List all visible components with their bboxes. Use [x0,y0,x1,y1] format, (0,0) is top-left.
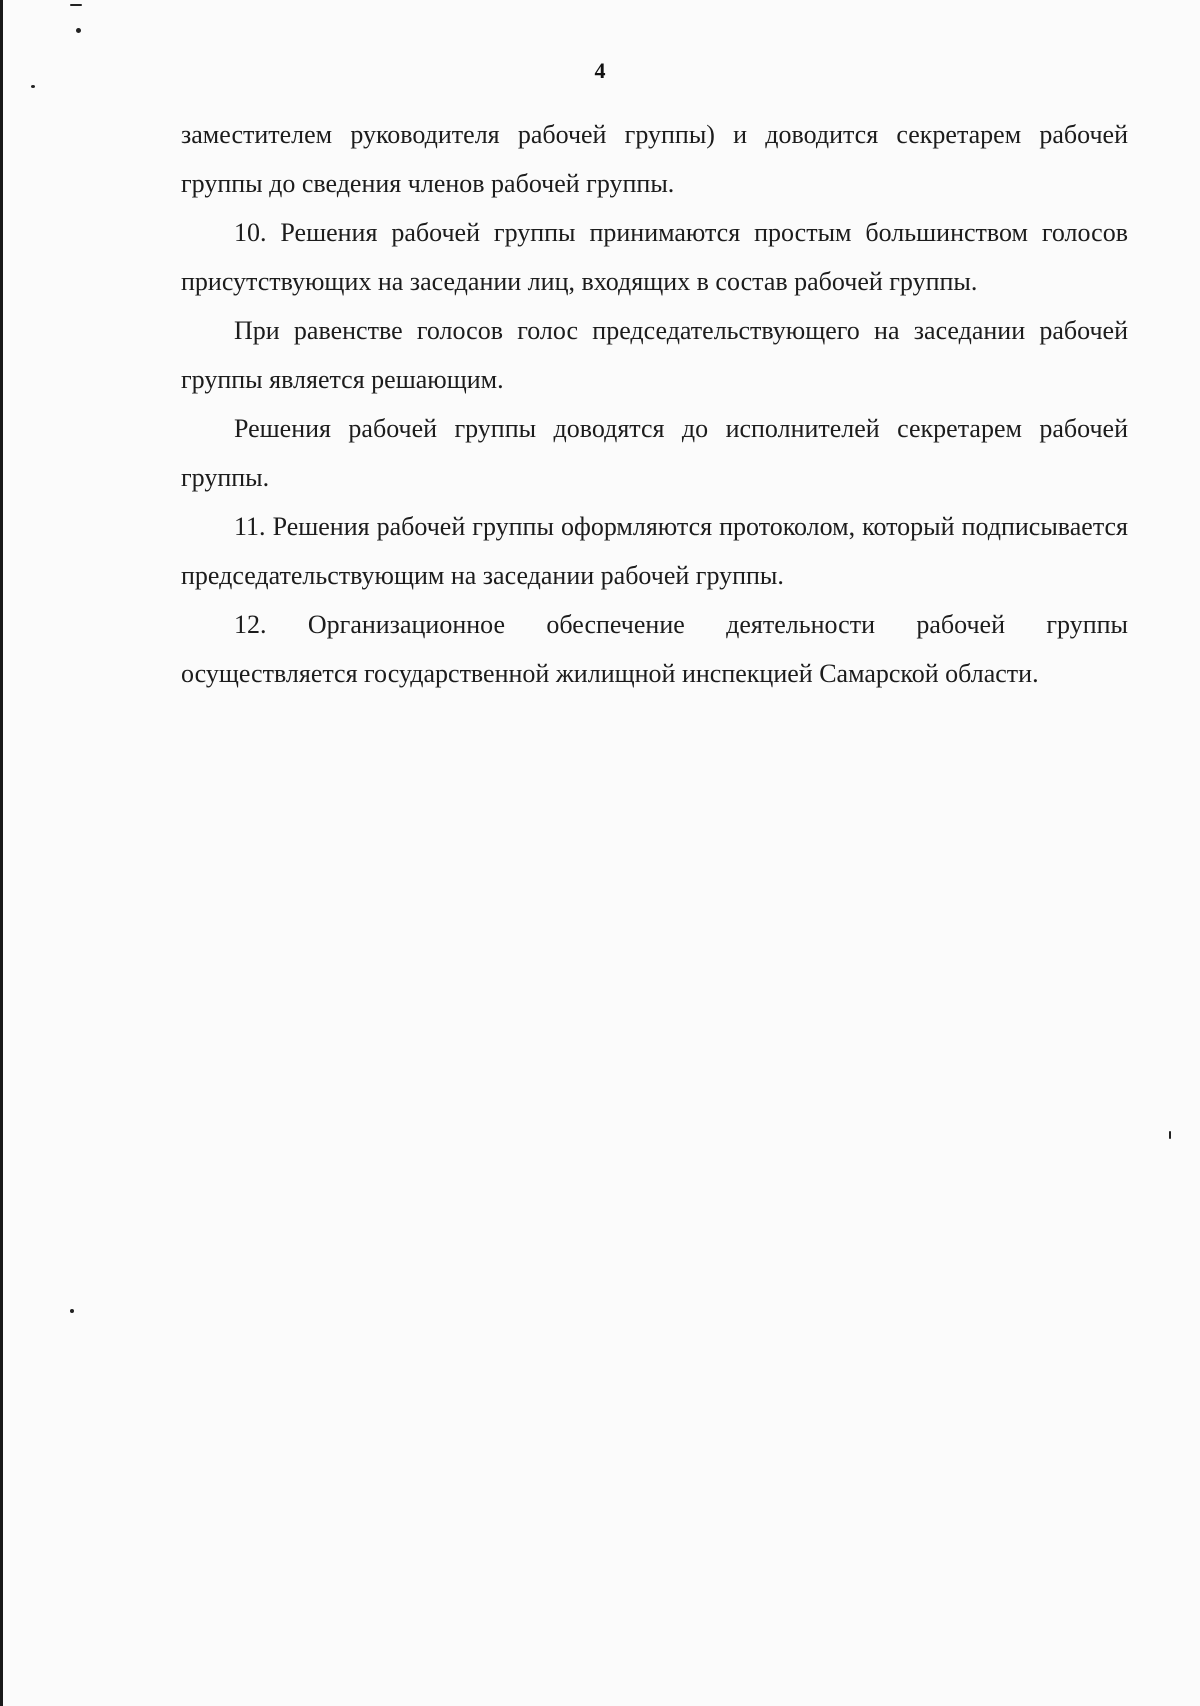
scan-speck [76,28,81,33]
paragraph-item-10: 10. Решения рабочей группы принимаются простым большинством голосов присутствующих на заседании лиц, входящих в состав рабочей группы. [181,218,1128,296]
scan-speck [1169,1131,1171,1139]
paragraph-item-12: 12. Организационное обеспечение деятельности рабочей группы осуществляется государственной жилищной инспекцией Самарской области. [181,610,1128,688]
paragraph-decisions-communication: Решения рабочей группы доводятся до исполнителей секретарем рабочей группы. [181,414,1128,492]
paragraph-item-11: 11. Решения рабочей группы оформляются протоколом, который подписывается председательствующим на заседании рабочей группы. [181,512,1128,590]
paragraph-tie-vote: При равенстве голосов голос председательствующего на заседании рабочей группы является решающим. [181,316,1128,394]
scan-speck [70,4,82,6]
scan-left-edge [0,0,3,1706]
scan-speck [70,1309,74,1313]
paragraph-continuation: заместителем руководителя рабочей группы) и доводится секретарем рабочей группы до сведения членов рабочей группы. [181,120,1128,198]
document-body [181,110,1128,698]
page-number: 4 [594,58,606,83]
scan-speck [31,85,35,88]
